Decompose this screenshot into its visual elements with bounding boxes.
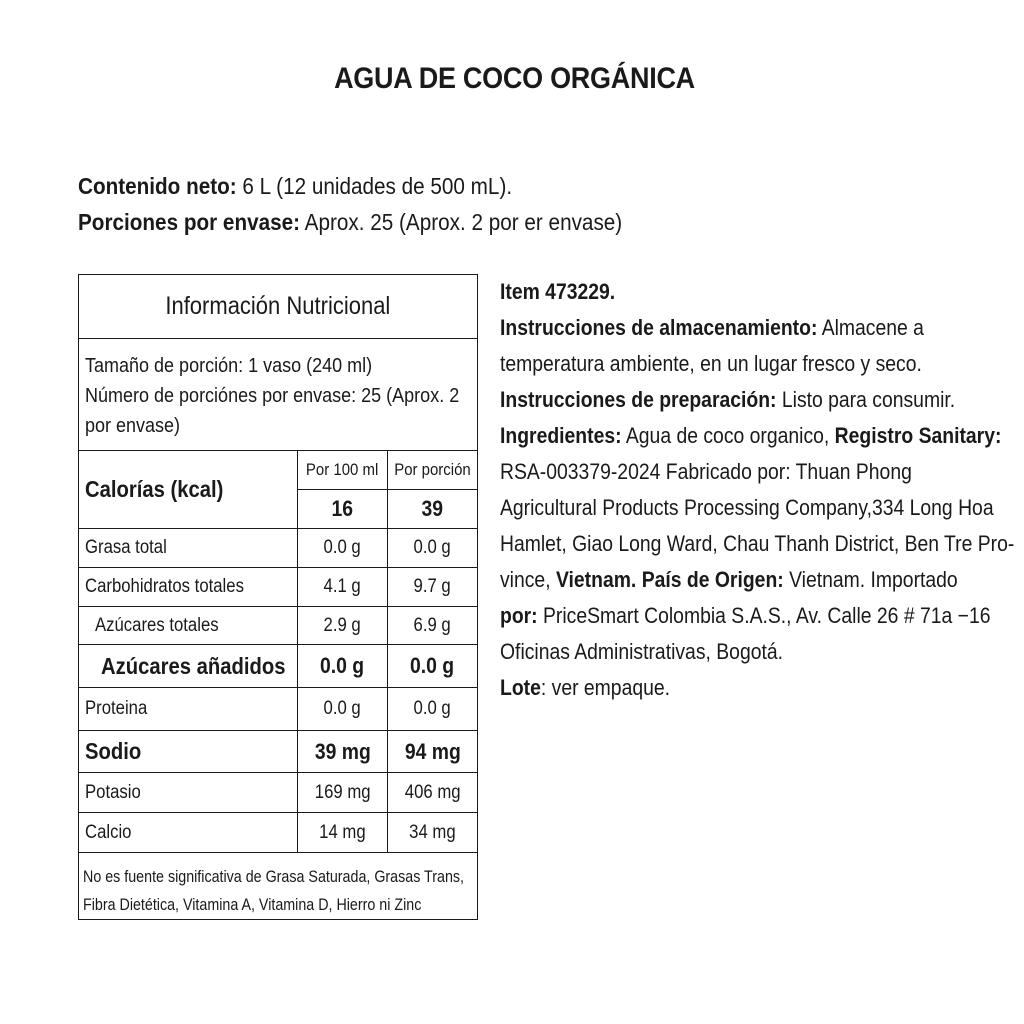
nutrient-per100: 0.0 g <box>297 688 387 730</box>
nutrient-row-fat <box>79 529 477 568</box>
origin-line: vince, Vietnam. País de Origen: Vietnam. Importado <box>500 567 958 592</box>
net-content-line <box>78 168 622 204</box>
servings-per-container-2: por envase) <box>85 415 181 437</box>
nutrient-row-carbs <box>79 568 477 607</box>
details-line-6: Agricultural Products Processing Company,334 Long Hoa <box>500 495 994 520</box>
calories-portion-cell <box>387 451 477 528</box>
calories-per100-cell <box>297 451 387 528</box>
nutrient-name: Grasa total <box>85 537 167 558</box>
servings-value: Aprox. 25 (Aprox. 2 por er envase) <box>300 209 623 235</box>
servings-per-container-1: Número de porciónes por envase: 25 (Aprox. 2 <box>85 385 460 407</box>
product-title: AGUA DE COCO ORGÁNICA <box>334 62 695 95</box>
servings-label: Porciones por envase: <box>78 209 301 235</box>
serving-info <box>79 339 477 451</box>
nutrient-per100: 4.1 g <box>297 568 387 606</box>
net-info <box>78 168 622 240</box>
nutrient-portion: 0.0 g <box>387 529 477 567</box>
details-line-7: Hamlet, Giao Long Ward, Chau Thanh District, Ben Tre Pro- <box>500 531 1015 556</box>
nutrient-row-sodium <box>79 731 477 773</box>
nutrient-row-added-sugars <box>79 645 477 688</box>
nutrient-per100: 39 mg <box>297 731 387 772</box>
nutrient-per100: 169 mg <box>297 773 387 812</box>
footnote-line-2: Fibra Dietética, Vitamina A, Vitamina D, Hierro ni Zinc <box>83 895 422 914</box>
calories-portion: 39 <box>421 496 444 521</box>
details-line-5: RSA-003379-2024 Fabricado por: Thuan Phong <box>500 459 912 484</box>
storage-line-2: temperatura ambiente, en un lugar fresco y seco. <box>500 351 922 376</box>
item-number: Item 473229. <box>500 279 616 304</box>
net-content-label: Contenido neto: <box>78 173 237 199</box>
nutrient-per100: 2.9 g <box>297 607 387 644</box>
ingredients-line: Ingredientes: Agua de coco organico, Registro Sanitary: <box>500 423 1002 448</box>
servings-line <box>78 204 622 240</box>
nutrient-name: Potasio <box>85 781 141 803</box>
serving-size: Tamaño de porción: 1 vaso (240 ml) <box>85 355 373 377</box>
storage-line-1: Instrucciones de almacenamiento: Almacene a <box>500 315 924 340</box>
nutrient-row-sugars <box>79 607 477 645</box>
net-content-value: 6 L (12 unidades de 500 mL). <box>236 173 513 199</box>
nutrient-per100: 14 mg <box>297 813 387 852</box>
nutrition-footnote <box>79 853 477 921</box>
product-details <box>500 274 1020 706</box>
nutrient-portion: 9.7 g <box>387 568 477 606</box>
importer-address: Oficinas Administrativas, Bogotá. <box>500 639 784 664</box>
nutrient-portion: 34 mg <box>387 813 477 852</box>
nutrient-row-calcium <box>79 813 477 853</box>
calories-label: Calorías (kcal) <box>85 476 224 502</box>
nutrient-name: Proteina <box>85 698 148 719</box>
nutrient-name: Azúcares añadidos <box>101 652 286 679</box>
nutrient-name: Sodio <box>85 738 142 764</box>
nutrient-portion: 0.0 g <box>387 688 477 730</box>
nutrient-per100: 0.0 g <box>297 645 387 687</box>
nutrient-name: Carbohidratos totales <box>85 576 244 597</box>
calories-row <box>79 451 477 529</box>
nutrition-facts-panel <box>78 274 478 920</box>
lot-line: Lote: ver empaque. <box>500 675 671 700</box>
nutrient-row-potassium <box>79 773 477 813</box>
nutrient-portion: 94 mg <box>387 731 477 772</box>
nutrient-portion: 0.0 g <box>387 645 477 687</box>
nutrient-name: Calcio <box>85 821 132 843</box>
nutrition-title: Información Nutricional <box>79 275 477 339</box>
calories-per100: 16 <box>331 496 354 521</box>
nutrient-name: Azúcares totales <box>95 614 219 636</box>
nutrient-portion: 406 mg <box>387 773 477 812</box>
nutrient-portion: 6.9 g <box>387 607 477 644</box>
col-header-portion: Por porción <box>388 451 477 490</box>
nutrient-per100: 0.0 g <box>297 529 387 567</box>
importer-line: por: PriceSmart Colombia S.A.S., Av. Calle 26 # 71a −16 <box>500 603 991 628</box>
preparation-line: Instrucciones de preparación: Listo para consumir. <box>500 387 956 412</box>
footnote-line-1: No es fuente significativa de Grasa Saturada, Grasas Trans, <box>83 867 465 886</box>
nutrient-row-protein <box>79 688 477 731</box>
col-header-per100: Por 100 ml <box>298 451 387 490</box>
